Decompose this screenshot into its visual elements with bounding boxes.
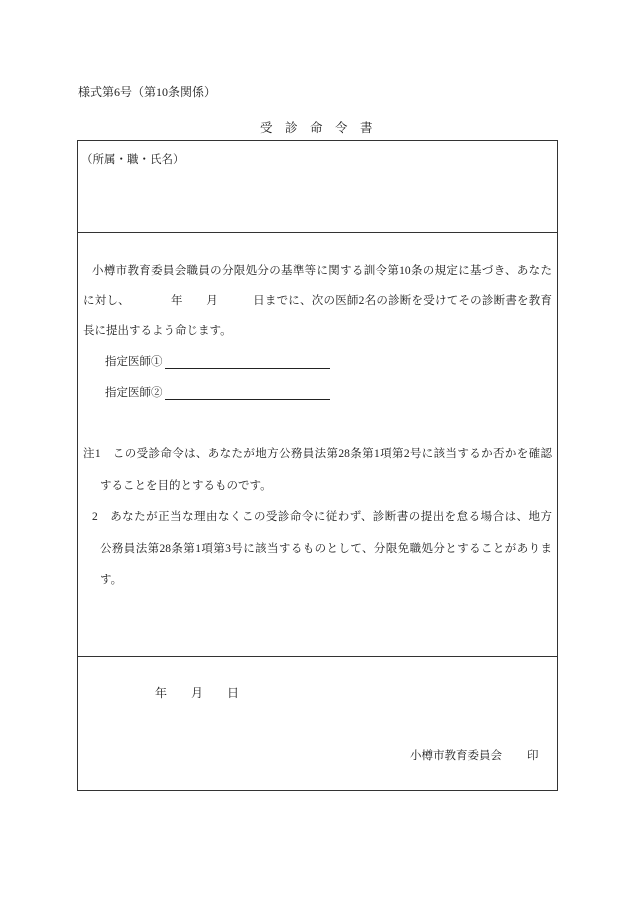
issue-date: 年 月 日 — [155, 686, 240, 700]
designated-doctor-1-blank — [165, 354, 330, 369]
note-2-line-1: 2 あなたが正当な理由なくこの受診命令に従わず、診断書の提出を怠る場合は、地方 — [92, 511, 552, 523]
designated-doctor-1-label: 指定医師① — [105, 356, 163, 368]
recipient-label: （所属・職・氏名） — [81, 154, 185, 166]
order-text-line-1: 小樽市教育委員会職員の分限処分の基準等に関する訓令第10条の規定に基づき、あなた — [92, 265, 552, 277]
document-title: 受 診 命 令 書 — [260, 121, 373, 135]
designated-doctor-2-label: 指定医師② — [105, 387, 163, 399]
section-divider-date — [77, 656, 558, 657]
issuer-seal-mark: 印 — [527, 750, 539, 762]
note-1-line-1: 注1 この受診命令は、あなたが地方公務員法第28条第1項第2号に該当するか否かを確認 — [83, 448, 552, 460]
form-frame — [77, 140, 558, 791]
issuer-name: 小樽市教育委員会 — [410, 750, 502, 762]
note-2-line-2: 公務員法第28条第1項第3号に該当するものとして、分限免職処分とすることがありま — [100, 543, 552, 555]
form-number: 様式第6号（第10条関係） — [78, 85, 217, 99]
note-1-line-2: することを目的とするものです。 — [100, 480, 272, 492]
designated-doctor-2-blank — [165, 385, 330, 400]
order-text-line-3: 長に提出するよう命じます。 — [83, 325, 232, 337]
note-2-line-3: す。 — [100, 574, 123, 586]
section-divider-recipient — [77, 232, 558, 233]
order-text-line-2: に対し、 年 月 日までに、次の医師2名の診断を受けてその診断書を教育 — [83, 295, 552, 307]
